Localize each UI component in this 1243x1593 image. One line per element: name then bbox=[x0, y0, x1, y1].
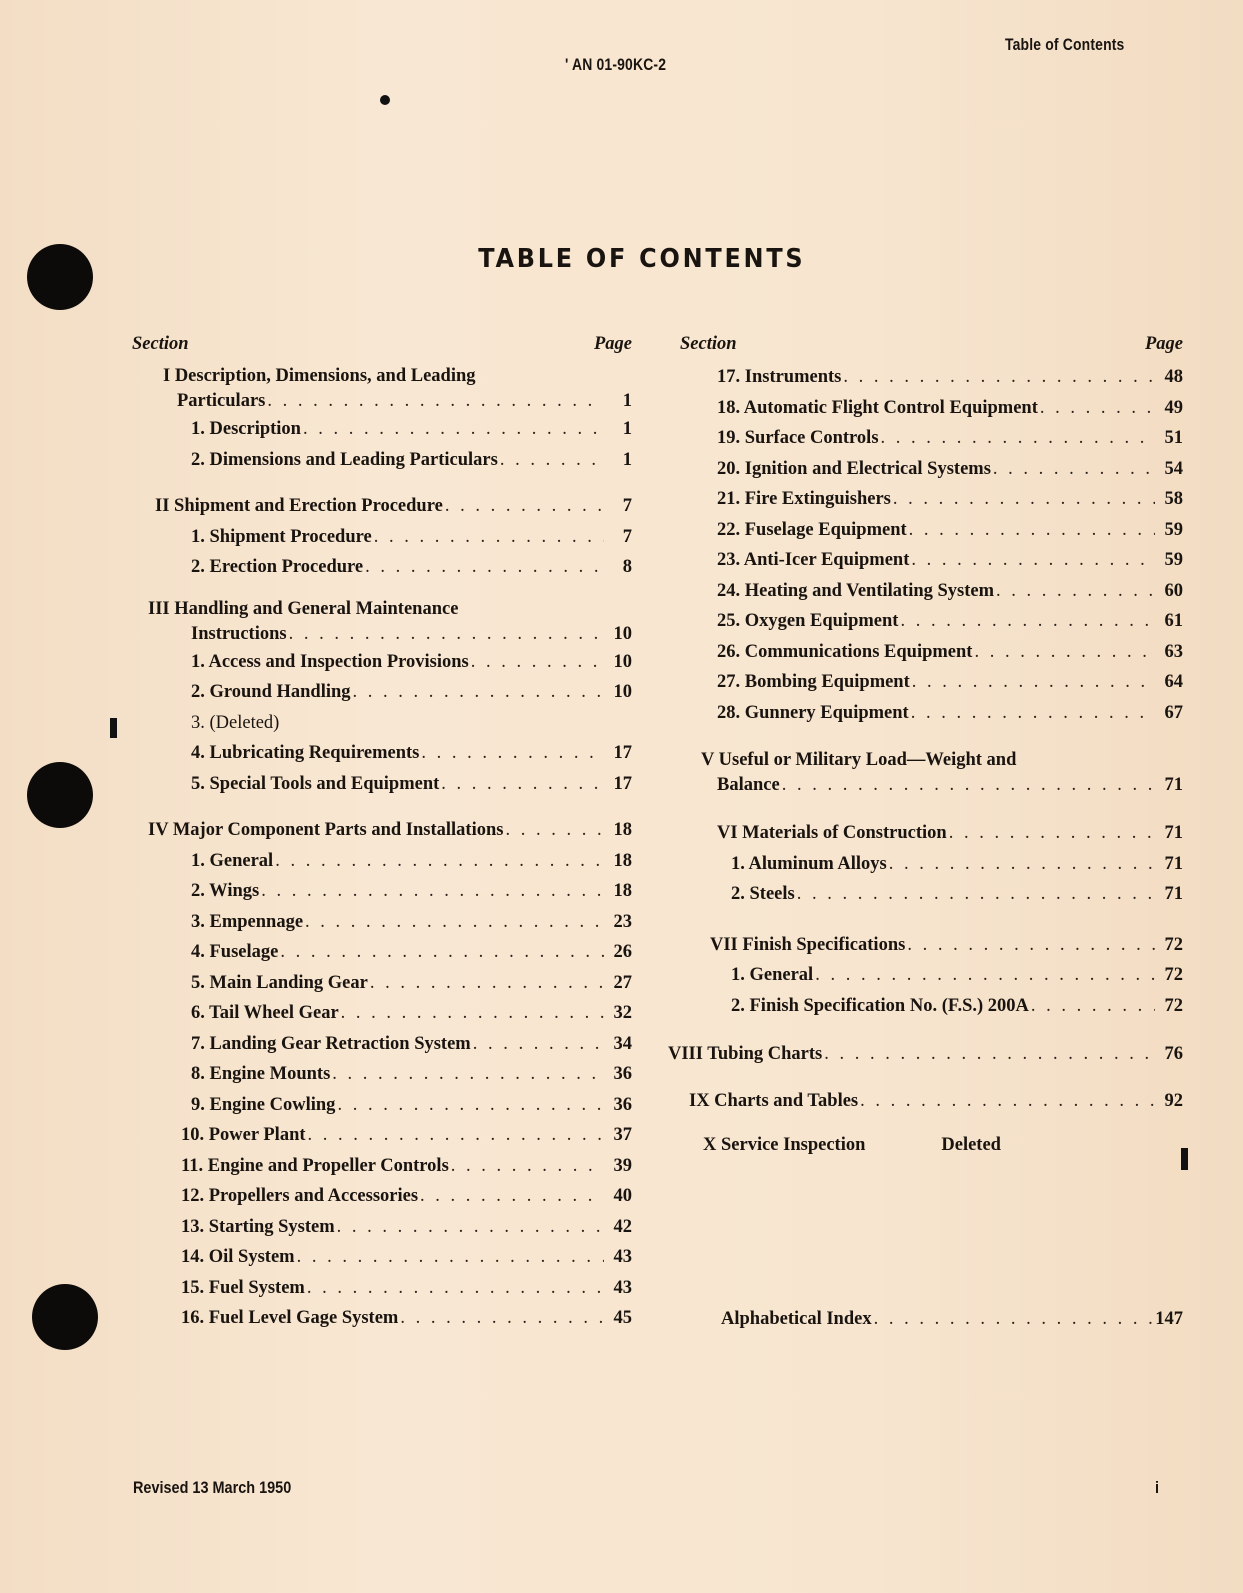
toc-entry[interactable]: 7. Landing Gear Retraction System . . . 34 bbox=[132, 1029, 632, 1060]
toc-entry[interactable]: 13. Starting System . . . 42 bbox=[132, 1212, 632, 1243]
toc-entry[interactable]: 12. Propellers and Accessories . . . 40 bbox=[132, 1181, 632, 1212]
toc-alphabetical-index[interactable]: Alphabetical Index . . . 147 bbox=[680, 1304, 1183, 1335]
toc-entry[interactable]: Balance . . . 71 bbox=[680, 772, 1183, 798]
section-label: Section bbox=[680, 334, 737, 354]
toc-entry[interactable]: 25. Oxygen Equipment . . . 61 bbox=[680, 606, 1183, 637]
document-number: ' AN 01-90KC-2 bbox=[565, 55, 667, 74]
toc-section-iv[interactable]: IV Major Component Parts and Installations . . . 18 bbox=[132, 815, 632, 846]
toc-entry[interactable]: 6. Tail Wheel Gear . . . 32 bbox=[132, 998, 632, 1029]
column-header bbox=[132, 334, 632, 360]
page-label: Page bbox=[1144, 334, 1183, 354]
deleted-status: Deleted bbox=[941, 1135, 1001, 1155]
toc-entry[interactable]: 4. Fuselage . . . 26 bbox=[132, 937, 632, 968]
toc-entry[interactable]: 15. Fuel System . . . 43 bbox=[132, 1273, 632, 1304]
toc-section-ix[interactable]: IX Charts and Tables . . . 92 bbox=[680, 1086, 1183, 1117]
binder-hole bbox=[32, 1284, 98, 1350]
toc-entry[interactable]: 4. Lubricating Requirements . . . 17 bbox=[132, 738, 632, 769]
page-title: TABLE OF CONTENTS bbox=[477, 244, 806, 274]
toc-entry[interactable]: 5. Special Tools and Equipment . . . 17 bbox=[132, 769, 632, 800]
toc-left-column bbox=[132, 334, 632, 1334]
leader-dots bbox=[267, 388, 604, 414]
toc-section-ii[interactable]: II Shipment and Erection Procedure . . . 7 bbox=[132, 491, 632, 522]
toc-section-i[interactable]: I Description, Dimensions, and Leading bbox=[163, 366, 476, 386]
toc-entry[interactable]: 1. Aluminum Alloys . . . 71 bbox=[680, 849, 1183, 880]
toc-entry[interactable]: 2. Wings . . . 18 bbox=[132, 876, 632, 907]
toc-section-v[interactable]: V Useful or Military Load—Weight and bbox=[701, 750, 1017, 770]
toc-entry-deleted: 3. (Deleted) bbox=[191, 712, 280, 733]
toc-entry[interactable]: 2. Steels . . . 71 bbox=[680, 879, 1183, 910]
page-number: i bbox=[1155, 1478, 1160, 1497]
revision-date: Revised 13 March 1950 bbox=[133, 1478, 292, 1497]
toc-entry[interactable]: 2. Dimensions and Leading Particulars . . . 1 bbox=[132, 445, 632, 476]
toc-entry[interactable]: Instructions . . . 10 bbox=[132, 621, 632, 647]
column-header bbox=[680, 334, 1183, 360]
toc-section-x: X Service Inspection Deleted bbox=[680, 1130, 1183, 1161]
toc-entry[interactable]: 20. Ignition and Electrical Systems . . . 54 bbox=[680, 454, 1183, 485]
toc-entry[interactable]: 24. Heating and Ventilating System . . . 60 bbox=[680, 576, 1183, 607]
toc-entry[interactable]: 2. Ground Handling . . . 10 bbox=[132, 677, 632, 708]
binder-hole bbox=[27, 762, 93, 828]
toc-entry[interactable]: 14. Oil System . . . 43 bbox=[132, 1242, 632, 1273]
toc-entry[interactable]: 11. Engine and Propeller Controls . . . 39 bbox=[132, 1151, 632, 1182]
toc-section-vi[interactable]: VI Materials of Construction . . . 71 bbox=[680, 818, 1183, 849]
toc-right-column bbox=[668, 334, 1183, 1329]
toc-entry[interactable]: 21. Fire Extinguishers . . . 58 bbox=[680, 484, 1183, 515]
toc-entry[interactable]: 8. Engine Mounts . . . 36 bbox=[132, 1059, 632, 1090]
toc-section-iii[interactable]: III Handling and General Maintenance bbox=[148, 598, 459, 619]
toc-entry[interactable]: 1. General . . . 72 bbox=[680, 960, 1183, 991]
toc-entry[interactable]: 19. Surface Controls . . . 51 bbox=[680, 423, 1183, 454]
toc-entry[interactable]: 10. Power Plant . . . 37 bbox=[132, 1120, 632, 1151]
toc-entry[interactable]: 26. Communications Equipment . . . 63 bbox=[680, 637, 1183, 668]
toc-entry[interactable]: Particulars . . . 1 bbox=[132, 388, 632, 414]
toc-section-vii[interactable]: VII Finish Specifications . . . 72 bbox=[680, 930, 1183, 961]
toc-entry[interactable]: 1. Shipment Procedure . . . 7 bbox=[132, 522, 632, 553]
running-head: Table of Contents bbox=[1005, 35, 1125, 54]
toc-entry[interactable]: 28. Gunnery Equipment . . . 67 bbox=[680, 698, 1183, 729]
toc-section-viii[interactable]: VIII Tubing Charts . . . 76 bbox=[668, 1039, 1183, 1070]
page-label: Page bbox=[593, 334, 632, 354]
toc-entry[interactable]: 17. Instruments . . . 48 bbox=[680, 362, 1183, 393]
toc-entry[interactable]: 27. Bombing Equipment . . . 64 bbox=[680, 667, 1183, 698]
change-bar bbox=[110, 718, 117, 738]
toc-entry[interactable]: 5. Main Landing Gear . . . 27 bbox=[132, 968, 632, 999]
toc-entry[interactable]: 2. Finish Specification No. (F.S.) 200A . . . 72 bbox=[680, 991, 1183, 1022]
section-label: Section bbox=[132, 334, 189, 354]
toc-entry[interactable]: 3. Empennage . . . 23 bbox=[132, 907, 632, 938]
ink-spot bbox=[380, 95, 390, 105]
toc-entry[interactable]: 18. Automatic Flight Control Equipment . . . 49 bbox=[680, 393, 1183, 424]
toc-entry[interactable]: 16. Fuel Level Gage System . . . 45 bbox=[132, 1303, 632, 1334]
toc-entry[interactable]: 1. Description . . . 1 bbox=[132, 414, 632, 445]
toc-entry[interactable]: 9. Engine Cowling . . . 36 bbox=[132, 1090, 632, 1121]
toc-entry[interactable]: 2. Erection Procedure . . . 8 bbox=[132, 552, 632, 583]
toc-entry[interactable]: 1. Access and Inspection Provisions . . . 10 bbox=[132, 647, 632, 678]
toc-entry[interactable]: 23. Anti-Icer Equipment . . . 59 bbox=[680, 545, 1183, 576]
toc-entry[interactable]: 1. General . . . 18 bbox=[132, 846, 632, 877]
toc-entry[interactable]: 22. Fuselage Equipment . . . 59 bbox=[680, 515, 1183, 546]
